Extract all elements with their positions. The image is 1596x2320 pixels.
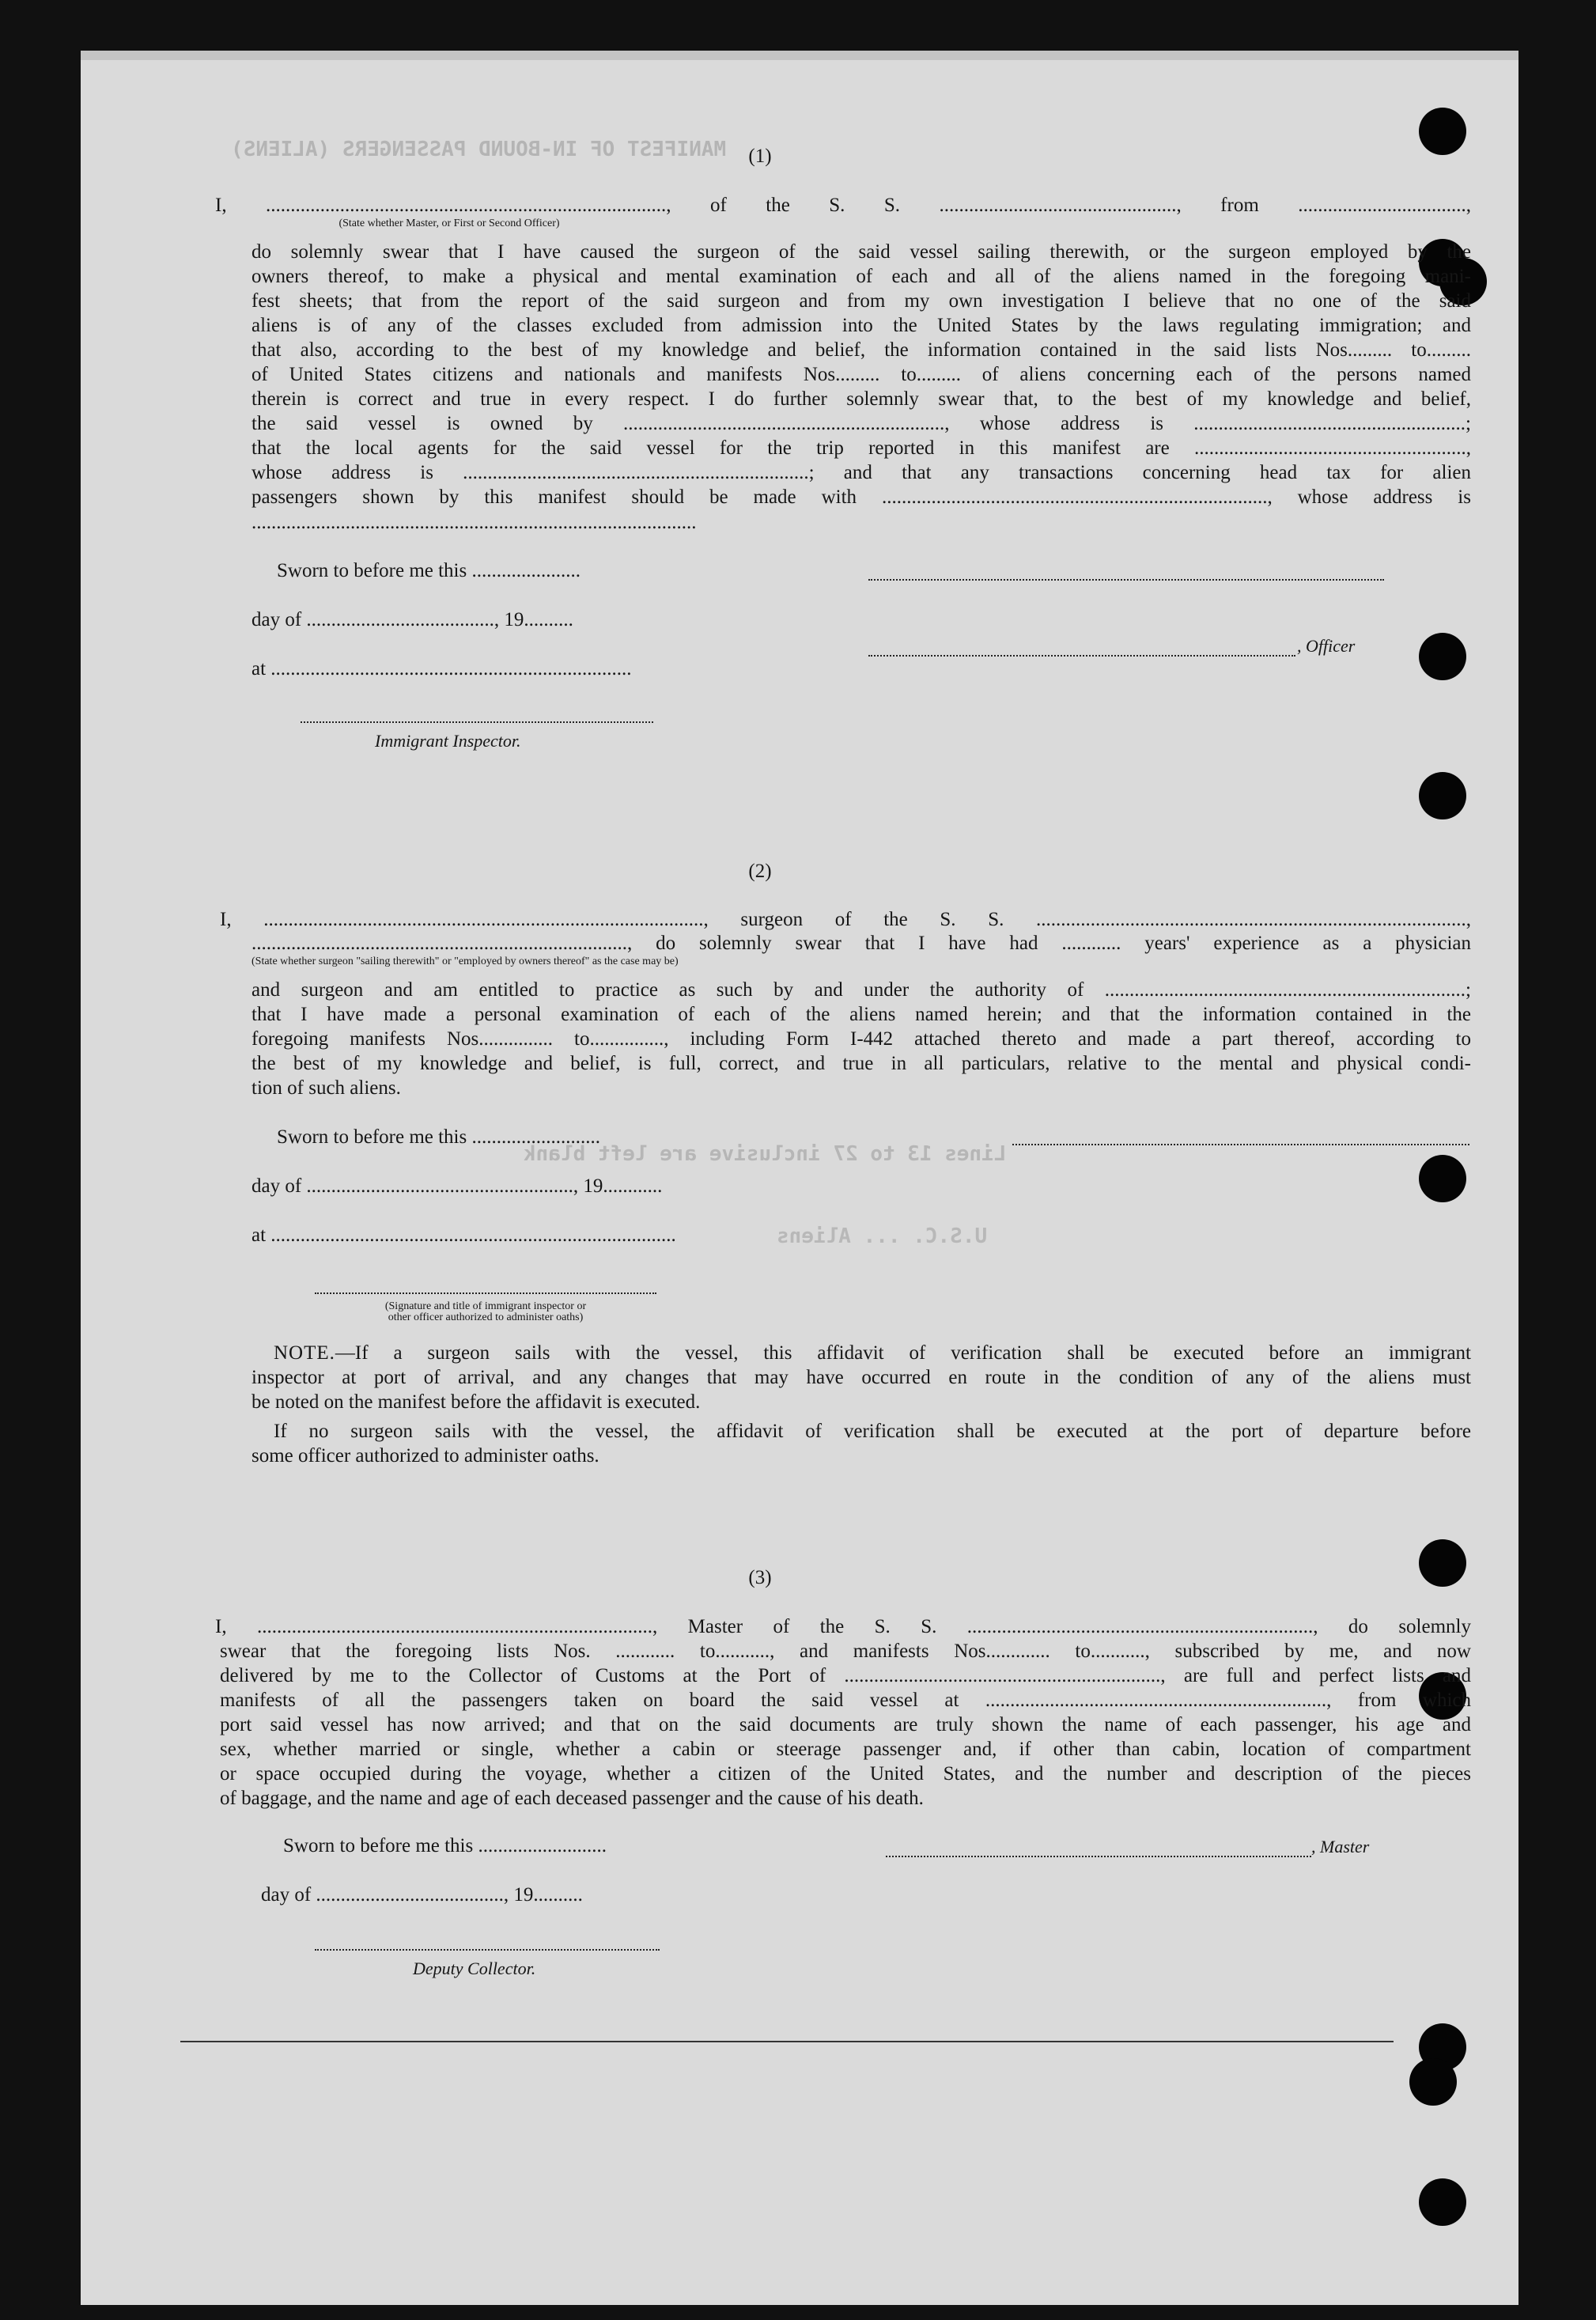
section-1-line: passengers shown by this manifest should be made with .............................................................................., whose address is [252,486,1471,508]
officer-signature-line-top [868,579,1384,581]
section-2-line: foregoing manifests Nos............... to..............., including Form I-442 attached thereto and made a part thereof, according to [252,1028,1471,1050]
section-3-line: or space occupied during the voyage, whether a citizen of the United States, and the number and description of the pieces [220,1763,1471,1784]
note-line: some officer authorized to administer oaths. [252,1445,599,1467]
manifest-affidavit-page [81,51,1518,2305]
punch-hole [1419,633,1466,680]
day-line-2: day of ......................................................, 19............ [252,1175,663,1197]
officer-signature-line [868,655,1295,657]
collector-signature-line [315,1949,660,1951]
master-signature-line [886,1856,1311,1857]
bleed-through-aliens: U.S.C. ... Aliens [777,1224,988,1248]
surgeon-type-note: (State whether surgeon "sailing therewith" or "employed by owners thereof" as the case may be) [252,956,679,967]
day-line-3: day of ......................................, 19.......... [261,1884,583,1906]
section-1-line: the said vessel is owned by ................................................................., whose address is .......................................................; [252,413,1471,434]
section-1-line: do solemnly swear that I have caused the surgeon of the said vessel sailing therewith, or the surgeon employed by the [252,241,1471,263]
section-1-line: therein is correct and true in every respect. I do further solemnly swear that, to the best of my knowledge and belief, [252,388,1471,410]
at-line-2: at .................................................................................. [252,1224,676,1246]
section-1-line: whose address is ......................................................................; and that any transactions concerning head tax for alien [252,462,1471,483]
inspector-signature-line [301,721,653,723]
paper-smudge [81,51,1518,60]
bottom-rule [180,2041,1394,2042]
section-2-line: I, ........................................................................................., surgeon of the S. S. ......................................................................................., [220,909,1471,930]
section-3-line: manifests of all the passengers taken on board the said vessel at ....................................................................., from which [220,1690,1471,1711]
bleed-through-header: MANIFEST OF IN-BOUND PASSENGERS (ALIENS) [231,138,727,161]
section-3-line: delivered by me to the Collector of Customs at the Port of ................................................................, are full and perfect lists and [220,1665,1471,1686]
note-line: be noted on the manifest before the affidavit is executed. [252,1391,701,1413]
section-2-line: tion of such aliens. [252,1077,401,1099]
section-2-line: the best of my knowledge and belief, is full, correct, and true in all particulars, relative to the mental and physical condi- [252,1053,1471,1074]
punch-hole [1419,1155,1466,1202]
section-1-line: that the local agents for the said vessel for the trip reported in this manifest are ......................................................., [252,437,1471,459]
section-3-number: (3) [748,1567,772,1588]
section-2-line: and surgeon and am entitled to practice as such by and under the authority of .........................................................................; [252,979,1471,1001]
note-line: inspector at port of arrival, and any changes that may have occurred en route in the condition of any of the aliens must [252,1367,1471,1388]
at-line-1: at ......................................................................... [252,658,632,679]
note-line [274,1342,1471,1365]
master-officer-note: (State whether Master, or First or Second Officer) [338,218,560,229]
sworn-line-3: Sworn to before me this .......................... [283,1835,607,1856]
note-text: —If a surgeon sails with the vessel, this affidavit of verification shall be executed before an immigrant [335,1342,1471,1364]
punch-hole [1419,772,1466,819]
master-label: , Master [1311,1837,1370,1856]
signature-title-note-2: other officer authorized to administer oaths) [388,1311,584,1323]
section-1-line: owners thereof, to make a physical and mental examination of each and all of the aliens named in the foregoing mani- [252,266,1471,287]
day-line-1: day of ......................................, 19.......... [252,609,573,630]
punch-hole [1409,2058,1457,2106]
immigrant-inspector-label: Immigrant Inspector. [375,731,521,751]
section-2-line: that I have made a personal examination of each of the aliens named herein; and that the information contained in the [252,1004,1471,1025]
section-3-line: sex, whether married or single, whether a cabin or steerage passenger and, if other than cabin, location of compartment [220,1739,1471,1760]
section-3-line: swear that the foregoing lists Nos. ............ to..........., and manifests Nos............. to..........., subscribed by me, and now [220,1641,1471,1662]
sworn-line-2: Sworn to before me this .......................... [277,1126,600,1148]
section-1-line: aliens is of any of the classes excluded from admission into the United States by the laws regulating immigration; and [252,315,1471,336]
section-1-line: of United States citizens and nationals and manifests Nos......... to......... of aliens concerning each of the persons named [252,364,1471,385]
section-3-line: port said vessel has now arrived; and that on the said documents are truly shown the name of each passenger, his age and [220,1714,1471,1735]
section-1-line: that also, according to the best of my knowledge and belief, the information contained in the said lists Nos......... to......... [252,339,1471,361]
signature-title-note-1: (Signature and title of immigrant inspector or [384,1300,587,1312]
note-line: If no surgeon sails with the vessel, the affidavit of verification shall be executed at the port of departure before [274,1421,1471,1442]
section-2-number: (2) [748,861,772,882]
inspector-signature-line-2 [315,1292,656,1294]
officer-label: , Officer [1297,636,1356,656]
section-1-line: I, ................................................................................., of the S. S. ................................................, from .................................., [215,195,1471,216]
section-3-line: of baggage, and the name and age of each deceased passenger and the cause of his death. [220,1788,924,1809]
section-2-line: ............................................................................, do solemnly swear that I have had ............ years' experience as a physician [252,933,1471,954]
deputy-collector-label: Deputy Collector. [413,1959,536,1978]
section-3-line: I, ................................................................................, Master of the S. S. ......................................................................, do solemnly [215,1616,1471,1637]
section-1-line: fest sheets; that from the report of the said surgeon and from my own investigation I believe that no one of the said [252,290,1471,312]
bleed-through-lines-note: Lines 13 to 27 inclusive are left blank [524,1142,1007,1166]
sworn-line-1: Sworn to before me this ...................... [277,560,581,581]
section-1-number: (1) [748,146,772,167]
head-tax-address-line: .......................................................................................... [252,512,697,533]
punch-hole [1419,2178,1466,2226]
surgeon-signature-line [1012,1144,1469,1145]
note-lead: NOTE. [274,1342,335,1364]
